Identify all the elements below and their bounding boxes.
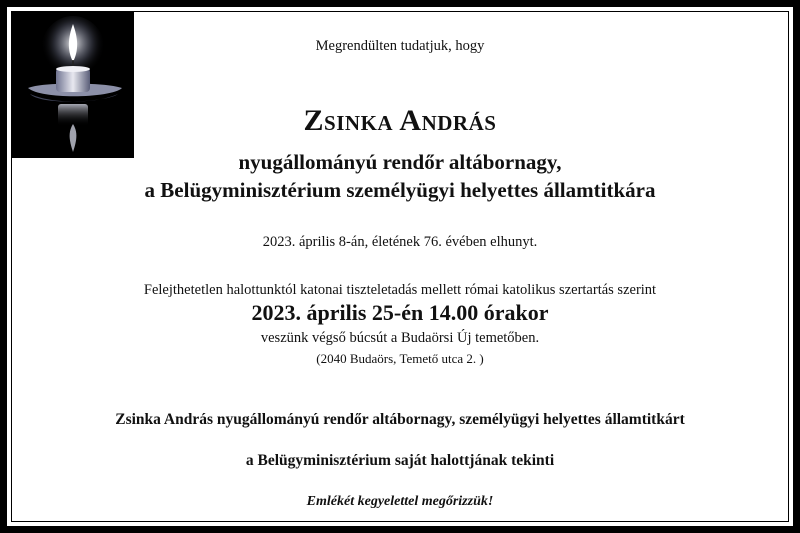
- intro-text: Megrendülten tudatjuk, hogy: [315, 38, 485, 54]
- ministry-statement-line1: Zsinka András nyugállományú rendőr altábornagy, személyügyi helyettes államtitkárt: [115, 411, 685, 428]
- position-title: a Belügyminisztérium személyügyi helyettes államtitkára: [144, 178, 656, 202]
- closing-remembrance: Emlékét kegyelettel megőrizzük!: [306, 494, 494, 509]
- ceremony-address: (2040 Budaörs, Temető utca 2. ): [316, 351, 484, 366]
- ceremony-datetime: 2023. április 25-én 14.00 órakor: [251, 300, 549, 325]
- ceremony-place: veszünk végső búcsút a Budaörsi Új temetőben.: [260, 330, 540, 346]
- ministry-statement-line2: a Belügyminisztérium saját halottjának tekinti: [245, 452, 555, 469]
- rank-title: nyugállományú rendőr altábornagy,: [238, 150, 562, 174]
- ceremony-text: Felejthetetlen halottunktól katonai tiszteletadás mellett római katolikus szertartás szerint: [143, 282, 657, 298]
- death-date-text: 2023. április 8-án, életének 76. évében elhunyt.: [262, 234, 538, 250]
- deceased-name: Zsinka András: [303, 104, 497, 137]
